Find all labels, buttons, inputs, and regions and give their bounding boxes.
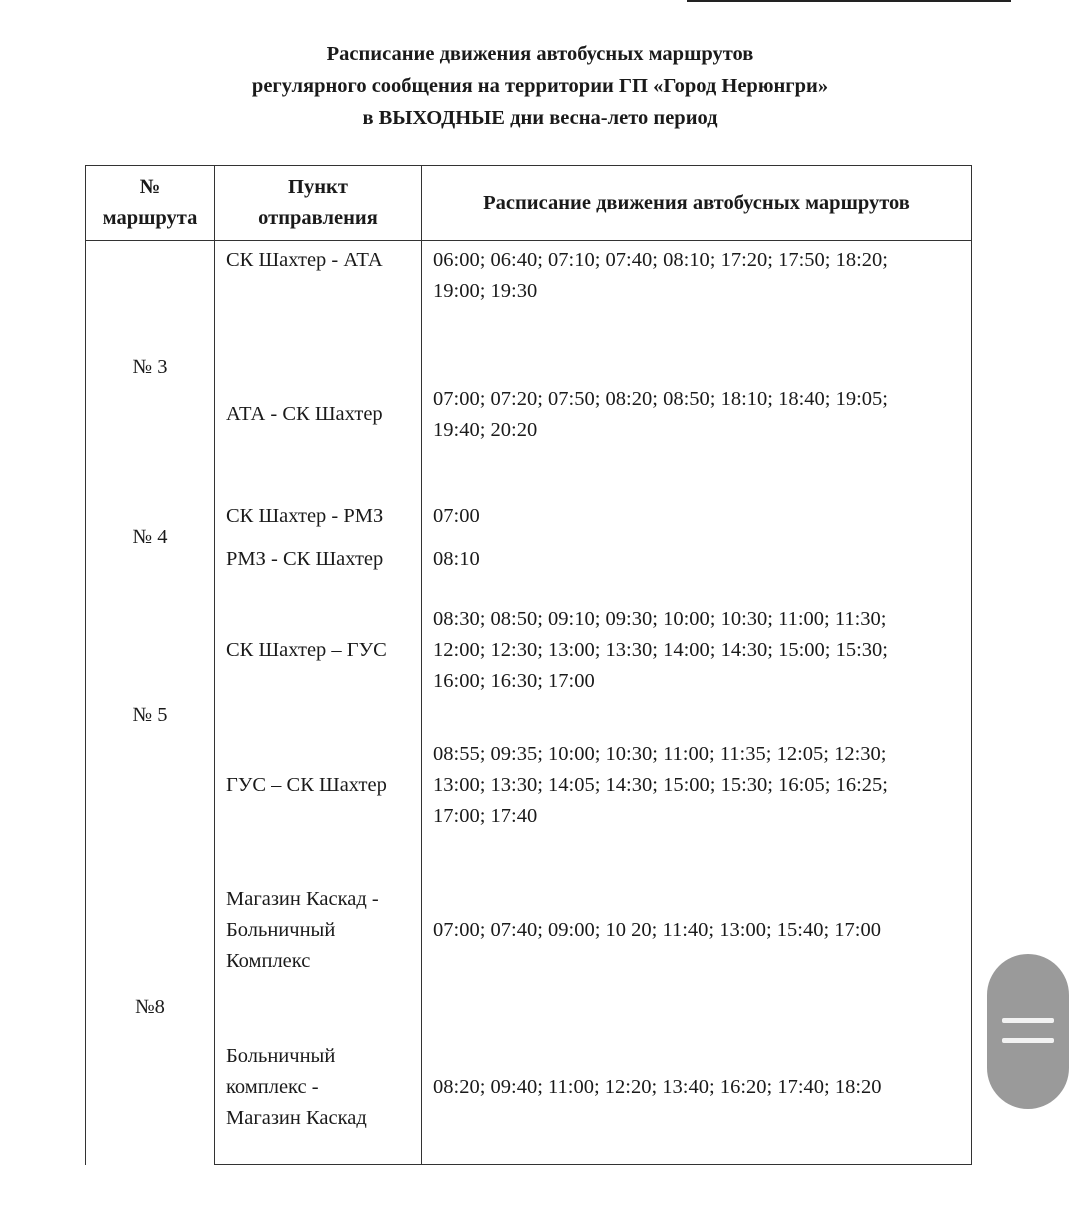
header-point-line-1: Пункт — [288, 176, 348, 198]
table-row — [86, 851, 972, 1011]
table-row — [86, 1011, 972, 1165]
times-line: 08:55; 09:35; 10:00; 10:30; 11:00; 11:35; 12:05; 12:30; — [433, 743, 887, 765]
point-line: АТА - СК Шахтер — [226, 403, 383, 425]
times-line: 16:00; 16:30; 17:00 — [433, 670, 595, 692]
point-line: Больничный — [226, 919, 336, 941]
times-line: 12:00; 12:30; 13:00; 13:30; 14:00; 14:30; 15:00; 15:30; — [433, 639, 889, 661]
times-line: 07:00 — [433, 504, 480, 527]
times-cell — [422, 851, 972, 1011]
times-line: 07:00; 07:40; 09:00; 10 20; 11:40; 13:00; 15:40; 17:00 — [433, 919, 881, 941]
header-route-number — [86, 166, 215, 241]
table-row — [86, 241, 972, 335]
times-cell — [422, 581, 972, 721]
departure-point-cell — [215, 581, 422, 721]
point-line: Магазин Каскад - — [226, 888, 379, 910]
table-row — [86, 581, 972, 721]
departure-point-cell — [215, 335, 422, 495]
title-line-3: в ВЫХОДНЫЕ дни весна-лето период — [362, 107, 718, 129]
header-route-line-1: № — [139, 176, 161, 198]
departure-point-cell — [215, 851, 422, 1011]
times-cell — [422, 335, 972, 495]
times-line: 07:00; 07:20; 07:50; 08:20; 08:50; 18:10; 18:40; 19:05; — [433, 387, 889, 410]
departure-point-cell — [215, 721, 422, 851]
route-number-cell: №8 — [86, 851, 215, 1165]
table-header-row — [86, 166, 972, 241]
times-cell — [422, 495, 972, 538]
times-line: 19:40; 20:20 — [433, 418, 538, 441]
header-schedule: Расписание движения автобусных маршрутов — [422, 166, 972, 241]
departure-point-cell — [215, 538, 422, 581]
scroll-handle[interactable] — [987, 954, 1069, 1109]
point-line: СК Шахтер - АТА — [226, 249, 383, 271]
point-line: Магазин Каскад — [226, 1106, 367, 1129]
document-title — [0, 38, 1080, 134]
header-route-line-2: маршрута — [102, 207, 198, 229]
point-line: Комплекс — [226, 950, 311, 972]
point-line: СК Шахтер – ГУС — [226, 639, 387, 661]
point-line: комплекс - — [226, 1075, 319, 1098]
table-row — [86, 538, 972, 581]
times-line: 13:00; 13:30; 14:05; 14:30; 15:00; 15:30; 16:05; 16:25; — [433, 774, 889, 796]
point-line: СК Шахтер - РМЗ — [226, 504, 384, 527]
top-rule — [687, 0, 1011, 2]
times-cell — [422, 241, 972, 335]
title-line-1: Расписание движения автобусных маршрутов — [326, 43, 754, 65]
times-line: 08:20; 09:40; 11:00; 12:20; 13:40; 16:20; 17:40; 18:20 — [433, 1075, 882, 1098]
times-cell — [422, 538, 972, 581]
point-line: Больничный — [226, 1044, 336, 1067]
times-line: 08:10 — [433, 547, 480, 570]
times-cell — [422, 721, 972, 851]
departure-point-cell — [215, 241, 422, 335]
title-line-2: регулярного сообщения на территории ГП «Город Нерюнгри» — [251, 75, 829, 97]
point-line: РМЗ - СК Шахтер — [226, 547, 384, 570]
point-line: ГУС – СК Шахтер — [226, 774, 387, 796]
times-cell — [422, 1011, 972, 1165]
table-row — [86, 721, 972, 851]
schedule-table — [85, 165, 972, 1165]
table-row — [86, 335, 972, 495]
route-number-cell: № 3 — [86, 241, 215, 495]
times-line: 19:00; 19:30 — [433, 280, 538, 302]
departure-point-cell — [215, 1011, 422, 1165]
route-number-cell: № 5 — [86, 581, 215, 851]
times-line: 17:00; 17:40 — [433, 805, 538, 827]
departure-point-cell — [215, 495, 422, 538]
table-row — [86, 495, 972, 538]
header-departure-point — [215, 166, 422, 241]
times-line: 08:30; 08:50; 09:10; 09:30; 10:00; 10:30; 11:00; 11:30; — [433, 608, 887, 630]
header-point-line-2: отправления — [258, 207, 378, 229]
times-line: 06:00; 06:40; 07:10; 07:40; 08:10; 17:20; 17:50; 18:20; — [433, 249, 889, 271]
route-number-cell: № 4 — [86, 495, 215, 581]
